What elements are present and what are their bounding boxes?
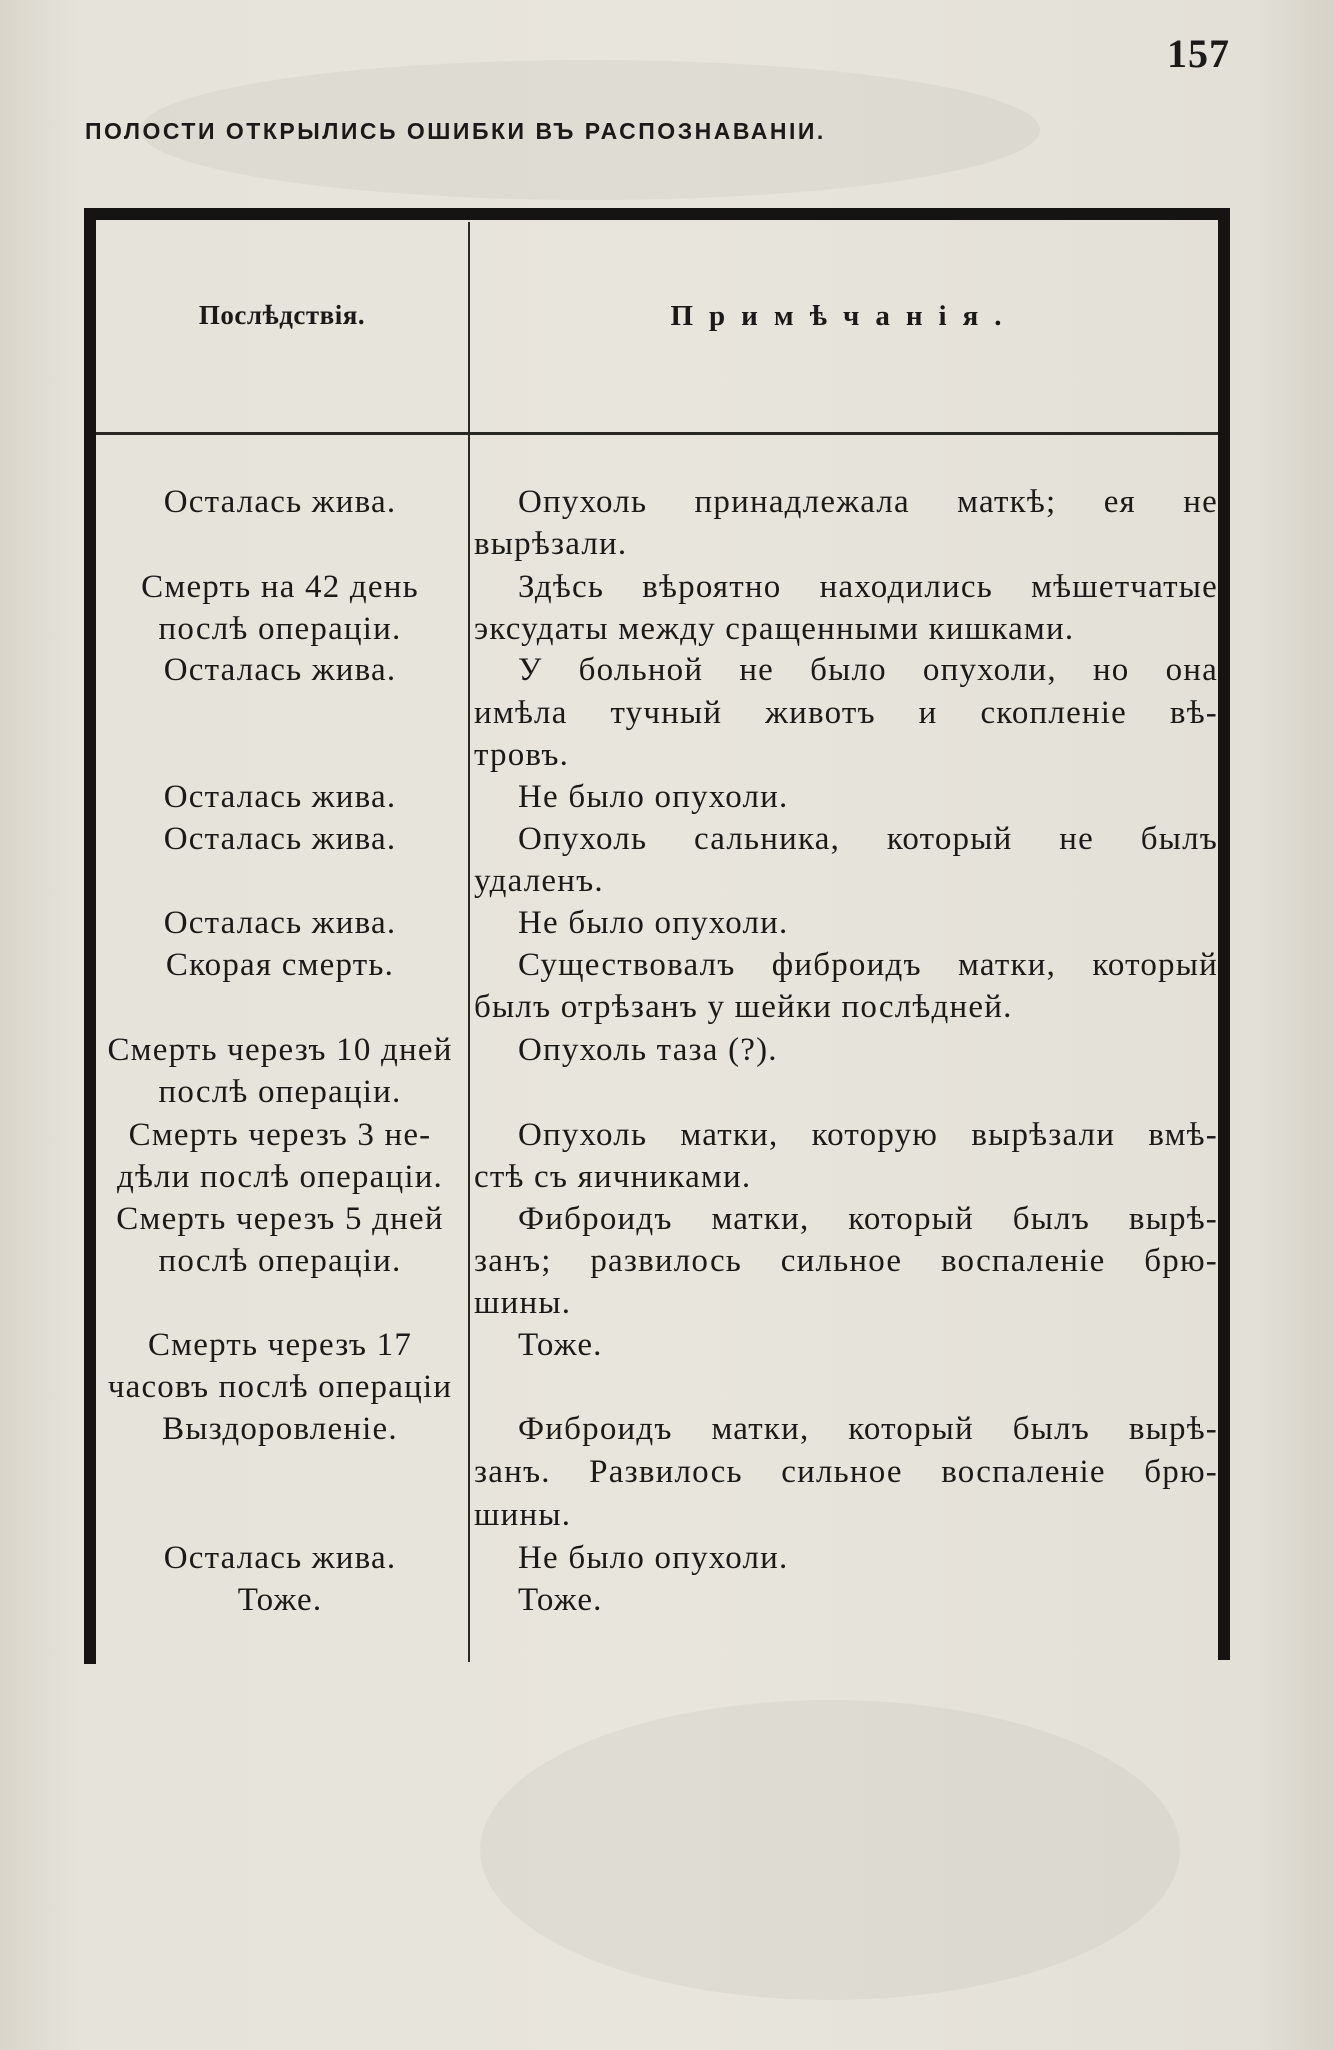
note-line: вырѣзали.: [474, 526, 628, 562]
note-line: Опухоль матки, которую вырѣзали вмѣ-: [518, 1117, 1218, 1153]
note-line: стѣ съ яичниками.: [474, 1159, 752, 1195]
running-head: ПОЛОСТИ ОТКРЫЛИСЬ ОШИБКИ ВЪ РАСПОЗНАВАНІИ.: [85, 118, 826, 144]
note-line: шины.: [474, 1497, 572, 1533]
outcome-line: Смерть черезъ 5 дней: [116, 1201, 444, 1237]
note-line: Не было опухоли.: [518, 1540, 789, 1576]
page-number: 157: [1167, 31, 1230, 76]
outcome-line: Смерть черезъ 17: [147, 1327, 413, 1363]
note-line: Тоже.: [518, 1327, 603, 1363]
table-frame-right: [1218, 208, 1230, 1660]
note-line: тровъ.: [474, 737, 570, 773]
header-rule: [96, 432, 1218, 435]
note-line: У больной не было опухоли, но она: [518, 652, 1218, 688]
outcome-line: Смерть черезъ 10 дней: [107, 1032, 453, 1068]
note-line: Фиброидъ матки, который былъ вырѣ-: [518, 1411, 1218, 1447]
note-line: занъ. Развилось сильное воспаленіе брю-: [474, 1454, 1218, 1490]
note-line: былъ отрѣзанъ у шейки послѣдней.: [474, 989, 1013, 1025]
outcome-line: дѣли послѣ операціи.: [116, 1159, 444, 1195]
column-header-notes: Примѣчанія.: [670, 300, 1018, 332]
note-line: Существовалъ фиброидъ матки, который: [518, 947, 1218, 983]
outcome-line: Выздоровленіе.: [162, 1411, 398, 1447]
table-frame-top: [84, 208, 1230, 220]
outcome-line: Смерть черезъ 3 не-: [128, 1117, 432, 1153]
note-line: Фиброидъ матки, который былъ вырѣ-: [518, 1201, 1218, 1237]
note-line: Опухоль принадлежала маткѣ; ея не: [518, 484, 1218, 520]
outcome-line: послѣ операціи.: [158, 1074, 402, 1110]
outcome-line: послѣ операціи.: [158, 611, 402, 647]
outcome-line: Осталась жива.: [163, 779, 397, 815]
note-line: удаленъ.: [474, 863, 604, 899]
note-line: Не было опухоли.: [518, 905, 789, 941]
note-line: Не было опухоли.: [518, 779, 789, 815]
show-through-smudge: [480, 1700, 1180, 2000]
note-line: имѣла тучный животъ и скопленіе вѣ-: [474, 695, 1218, 731]
outcome-line: Осталась жива.: [163, 484, 397, 520]
note-line: Здѣсь вѣроятно находились мѣшетчатые: [518, 569, 1218, 605]
note-line: Опухоль таза (?).: [518, 1032, 778, 1068]
outcome-line: Осталась жива.: [163, 821, 397, 857]
note-line: занъ; развилось сильное воспаленіе брю-: [474, 1243, 1218, 1279]
column-divider: [468, 222, 470, 1662]
note-line: эксудаты между сращенными кишками.: [474, 611, 1075, 647]
note-line: шины.: [474, 1285, 572, 1321]
note-line: Опухоль сальника, который не былъ: [518, 821, 1218, 857]
outcome-line: Осталась жива.: [163, 905, 397, 941]
outcome-line: Тоже.: [237, 1582, 323, 1618]
outcome-line: Смерть на 42 день: [141, 569, 419, 605]
outcome-line: Скорая смерть.: [165, 947, 395, 983]
column-header-outcome: Послѣдствія.: [198, 300, 366, 330]
outcome-line: Осталась жива.: [163, 1540, 397, 1576]
note-line: Тоже.: [518, 1582, 603, 1618]
outcome-line: послѣ операціи.: [158, 1243, 402, 1279]
outcome-line: часовъ послѣ операціи: [107, 1369, 453, 1405]
outcome-line: Осталась жива.: [163, 652, 397, 688]
